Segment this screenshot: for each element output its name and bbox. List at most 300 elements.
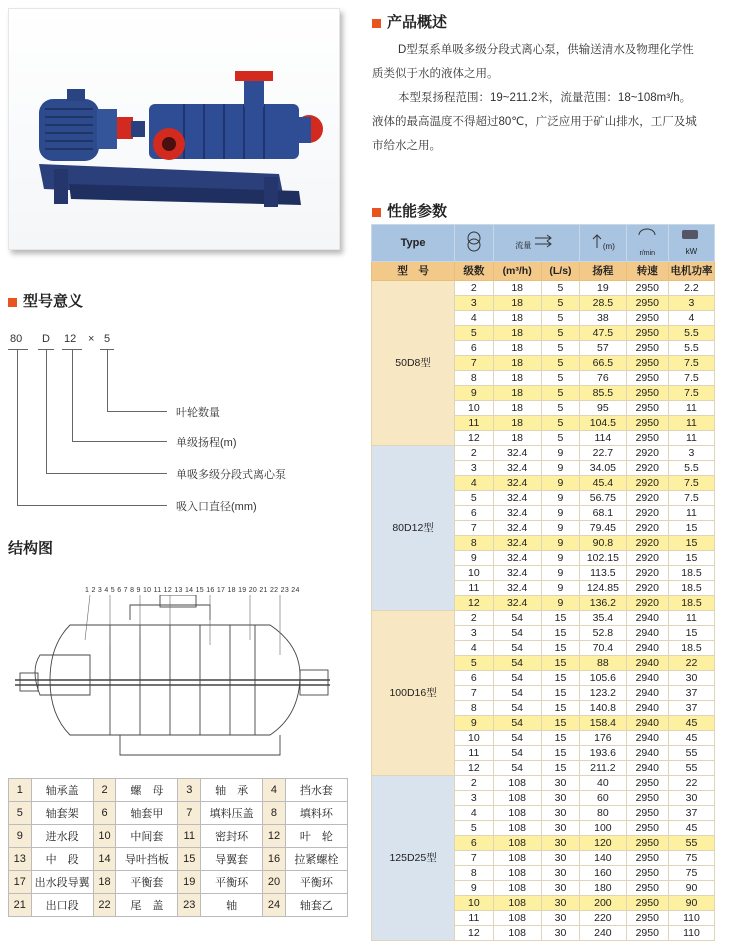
performance-cell: 12 <box>455 596 493 611</box>
performance-cell: 18 <box>493 401 541 416</box>
performance-cell: 18 <box>493 326 541 341</box>
performance-cell: 2920 <box>626 581 668 596</box>
model-meaning-title <box>8 290 83 311</box>
parts-row <box>9 802 348 825</box>
performance-cell: 9 <box>455 551 493 566</box>
performance-cell: 2940 <box>626 611 668 626</box>
performance-table <box>371 224 715 941</box>
col-power: 电机功率 <box>668 262 714 281</box>
part-name: 导叶挡板 <box>116 848 178 871</box>
performance-cell: 8 <box>455 371 493 386</box>
part-number: 1 <box>9 779 32 802</box>
performance-cell: 8 <box>455 536 493 551</box>
performance-cell: 19 <box>580 281 626 296</box>
performance-cell: 57 <box>580 341 626 356</box>
performance-cell: 2950 <box>626 371 668 386</box>
performance-cell: 3 <box>668 446 714 461</box>
performance-cell: 123.2 <box>580 686 626 701</box>
part-number: 2 <box>93 779 116 802</box>
performance-cell: 75 <box>668 851 714 866</box>
performance-cell: 7 <box>455 686 493 701</box>
performance-cell: 15 <box>668 521 714 536</box>
performance-cell: 2950 <box>626 311 668 326</box>
performance-cell: 79.45 <box>580 521 626 536</box>
performance-cell: 2950 <box>626 836 668 851</box>
performance-cell: 18 <box>493 341 541 356</box>
performance-cell: 10 <box>455 896 493 911</box>
performance-cell: 66.5 <box>580 356 626 371</box>
performance-cell: 11 <box>455 746 493 761</box>
performance-cell: 54 <box>493 641 541 656</box>
performance-cell: 18 <box>493 416 541 431</box>
performance-cell: 5 <box>541 311 579 326</box>
performance-cell: 2940 <box>626 716 668 731</box>
performance-cell: 3 <box>455 296 493 311</box>
overview-line: 本型泵扬程范围：19~211.2米，流量范围：18~108m³/h。 <box>398 92 692 104</box>
performance-cell: 6 <box>455 671 493 686</box>
part-name: 导翼套 <box>201 848 263 871</box>
flow-header-text: 流量 <box>515 240 532 250</box>
performance-cell: 2 <box>455 611 493 626</box>
part-number: 15 <box>178 848 201 871</box>
performance-cell: 176 <box>580 731 626 746</box>
performance-cell: 5 <box>541 296 579 311</box>
performance-cell: 5.5 <box>668 461 714 476</box>
icon-header-row <box>372 225 715 262</box>
part-number: 18 <box>93 871 116 894</box>
power-header-text: kW <box>685 246 698 256</box>
performance-cell: 34.05 <box>580 461 626 476</box>
performance-cell: 2950 <box>626 341 668 356</box>
performance-cell: 5 <box>455 821 493 836</box>
performance-cell: 54 <box>493 761 541 776</box>
part-name: 轴承盖 <box>31 779 93 802</box>
code-5: 5 <box>104 333 111 345</box>
performance-cell: 30 <box>668 671 714 686</box>
performance-cell: 108 <box>493 896 541 911</box>
performance-cell: 9 <box>541 596 579 611</box>
performance-cell: 2940 <box>626 656 668 671</box>
performance-cell: 32.4 <box>493 506 541 521</box>
performance-cell: 8 <box>455 701 493 716</box>
performance-cell: 18.5 <box>668 566 714 581</box>
performance-cell: 54 <box>493 671 541 686</box>
performance-cell: 18 <box>493 311 541 326</box>
power-header <box>668 225 714 262</box>
label-impeller-count: 叶轮数量 <box>176 407 220 419</box>
performance-row <box>372 611 715 626</box>
part-number: 5 <box>9 802 32 825</box>
performance-cell: 108 <box>493 881 541 896</box>
performance-cell: 15 <box>541 611 579 626</box>
part-name: 填料环 <box>285 802 347 825</box>
performance-cell: 30 <box>541 866 579 881</box>
performance-cell: 32.4 <box>493 446 541 461</box>
performance-cell: 108 <box>493 821 541 836</box>
performance-cell: 5.5 <box>668 341 714 356</box>
model-cell: 80D12型 <box>372 446 455 611</box>
performance-cell: 54 <box>493 611 541 626</box>
performance-cell: 35.4 <box>580 611 626 626</box>
performance-cell: 9 <box>541 536 579 551</box>
performance-cell: 32.4 <box>493 566 541 581</box>
flow-icon <box>533 234 557 248</box>
performance-cell: 4 <box>455 806 493 821</box>
overview-line: D型泵系单吸多级分段式离心泵，供输送清水及物理化学性 <box>398 44 694 56</box>
performance-cell: 2940 <box>626 746 668 761</box>
overview-line: 液体的最高温度不得超过80℃，广泛应用于矿山排水，工厂及城 <box>372 116 697 128</box>
performance-cell: 3 <box>455 791 493 806</box>
performance-cell: 85.5 <box>580 386 626 401</box>
performance-cell: 54 <box>493 731 541 746</box>
performance-cell: 54 <box>493 626 541 641</box>
performance-cell: 2950 <box>626 356 668 371</box>
performance-cell: 2 <box>455 446 493 461</box>
performance-cell: 7 <box>455 851 493 866</box>
performance-cell: 2920 <box>626 536 668 551</box>
performance-cell: 18 <box>493 371 541 386</box>
part-number: 10 <box>93 825 116 848</box>
performance-cell: 200 <box>580 896 626 911</box>
pump-illustration <box>9 9 339 249</box>
overview-text <box>372 38 722 158</box>
performance-cell: 37 <box>668 806 714 821</box>
performance-cell: 22 <box>668 776 714 791</box>
performance-cell: 30 <box>541 911 579 926</box>
performance-cell: 32.4 <box>493 476 541 491</box>
performance-cell: 15 <box>541 731 579 746</box>
performance-cell: 9 <box>541 506 579 521</box>
performance-cell: 124.85 <box>580 581 626 596</box>
performance-cell: 15 <box>541 686 579 701</box>
part-name: 密封环 <box>201 825 263 848</box>
performance-cell: 2950 <box>626 281 668 296</box>
performance-cell: 55 <box>668 746 714 761</box>
performance-cell: 2920 <box>626 491 668 506</box>
part-number: 3 <box>178 779 201 802</box>
performance-cell: 32.4 <box>493 581 541 596</box>
performance-cell: 52.8 <box>580 626 626 641</box>
performance-cell: 32.4 <box>493 551 541 566</box>
performance-cell: 2940 <box>626 701 668 716</box>
performance-cell: 113.5 <box>580 566 626 581</box>
model-cell: 50D8型 <box>372 281 455 446</box>
performance-cell: 9 <box>455 716 493 731</box>
performance-cell: 9 <box>541 566 579 581</box>
part-name: 进水段 <box>31 825 93 848</box>
performance-cell: 108 <box>493 926 541 941</box>
performance-cell: 2940 <box>626 761 668 776</box>
performance-cell: 30 <box>541 776 579 791</box>
performance-cell: 5 <box>541 386 579 401</box>
performance-cell: 211.2 <box>580 761 626 776</box>
performance-cell: 22 <box>668 656 714 671</box>
performance-cell: 160 <box>580 866 626 881</box>
performance-cell: 7.5 <box>668 386 714 401</box>
performance-cell: 18 <box>493 356 541 371</box>
performance-cell: 18.5 <box>668 596 714 611</box>
performance-cell: 2950 <box>626 416 668 431</box>
part-name: 填料压盖 <box>201 802 263 825</box>
performance-cell: 76 <box>580 371 626 386</box>
performance-cell: 15 <box>668 551 714 566</box>
part-number: 19 <box>178 871 201 894</box>
part-number: 8 <box>263 802 286 825</box>
model-cell: 125D25型 <box>372 776 455 941</box>
type-header: Type <box>372 225 455 262</box>
performance-cell: 5 <box>455 326 493 341</box>
performance-cell: 2950 <box>626 401 668 416</box>
performance-cell: 55 <box>668 836 714 851</box>
performance-cell: 2950 <box>626 776 668 791</box>
performance-cell: 37 <box>668 686 714 701</box>
performance-title-text: 性能参数 <box>387 203 448 220</box>
performance-cell: 110 <box>668 926 714 941</box>
performance-cell: 2950 <box>626 866 668 881</box>
performance-cell: 15 <box>668 536 714 551</box>
pump-photo <box>8 8 340 250</box>
performance-cell: 60 <box>580 791 626 806</box>
performance-cell: 68.1 <box>580 506 626 521</box>
performance-cell: 45.4 <box>580 476 626 491</box>
performance-cell: 2920 <box>626 521 668 536</box>
performance-cell: 240 <box>580 926 626 941</box>
performance-cell: 2940 <box>626 731 668 746</box>
performance-cell: 2950 <box>626 431 668 446</box>
performance-cell: 15 <box>541 761 579 776</box>
part-number: 16 <box>263 848 286 871</box>
performance-cell: 9 <box>455 386 493 401</box>
performance-cell: 15 <box>541 626 579 641</box>
performance-cell: 10 <box>455 401 493 416</box>
performance-cell: 2 <box>455 281 493 296</box>
performance-cell: 2950 <box>626 386 668 401</box>
performance-cell: 108 <box>493 791 541 806</box>
performance-cell: 32.4 <box>493 596 541 611</box>
performance-cell: 30 <box>541 926 579 941</box>
performance-cell: 7.5 <box>668 476 714 491</box>
performance-cell: 15 <box>541 716 579 731</box>
part-number: 21 <box>9 894 32 917</box>
part-name: 轴套架 <box>31 802 93 825</box>
performance-cell: 9 <box>541 521 579 536</box>
overview-line: 市给水之用。 <box>372 140 441 152</box>
performance-cell: 7.5 <box>668 491 714 506</box>
performance-cell: 47.5 <box>580 326 626 341</box>
performance-cell: 12 <box>455 926 493 941</box>
performance-cell: 5 <box>541 356 579 371</box>
structure-title: 结构图 <box>8 540 54 557</box>
part-number: 6 <box>93 802 116 825</box>
part-number: 12 <box>263 825 286 848</box>
performance-cell: 32.4 <box>493 521 541 536</box>
performance-cell: 32.4 <box>493 461 541 476</box>
performance-cell: 75 <box>668 866 714 881</box>
performance-cell: 30 <box>541 881 579 896</box>
code-12: 12 <box>64 333 77 345</box>
part-number: 4 <box>263 779 286 802</box>
column-header-row <box>372 262 715 281</box>
performance-cell: 3 <box>455 626 493 641</box>
part-number: 14 <box>93 848 116 871</box>
part-number: 24 <box>263 894 286 917</box>
performance-cell: 108 <box>493 806 541 821</box>
part-number: 13 <box>9 848 32 871</box>
performance-cell: 7.5 <box>668 356 714 371</box>
label-inlet-diameter: 吸入口直径(mm) <box>176 501 257 513</box>
performance-cell: 70.4 <box>580 641 626 656</box>
performance-cell: 4 <box>455 311 493 326</box>
performance-cell: 40 <box>580 776 626 791</box>
part-name: 出水段导翼 <box>31 871 93 894</box>
performance-cell: 105.6 <box>580 671 626 686</box>
parts-row <box>9 779 348 802</box>
performance-cell: 54 <box>493 746 541 761</box>
performance-cell: 18.5 <box>668 581 714 596</box>
performance-cell: 2950 <box>626 896 668 911</box>
performance-cell: 7 <box>455 356 493 371</box>
performance-cell: 30 <box>541 851 579 866</box>
part-name: 拉紧螺栓 <box>285 848 347 871</box>
code-80: 80 <box>10 333 23 345</box>
performance-cell: 5 <box>541 401 579 416</box>
performance-cell: 88 <box>580 656 626 671</box>
performance-cell: 9 <box>455 881 493 896</box>
performance-cell: 18.5 <box>668 641 714 656</box>
performance-cell: 4 <box>455 641 493 656</box>
performance-cell: 9 <box>541 581 579 596</box>
performance-cell: 5 <box>455 491 493 506</box>
flow-header <box>493 225 580 262</box>
part-number: 22 <box>93 894 116 917</box>
performance-cell: 11 <box>668 611 714 626</box>
performance-cell: 30 <box>541 791 579 806</box>
performance-cell: 56.75 <box>580 491 626 506</box>
performance-cell: 2920 <box>626 551 668 566</box>
part-name: 尾 盖 <box>116 894 178 917</box>
performance-cell: 108 <box>493 836 541 851</box>
performance-cell: 136.2 <box>580 596 626 611</box>
performance-cell: 7 <box>455 521 493 536</box>
performance-cell: 104.5 <box>580 416 626 431</box>
performance-cell: 8 <box>455 866 493 881</box>
part-name: 平衡环 <box>285 871 347 894</box>
performance-cell: 32.4 <box>493 536 541 551</box>
part-name: 挡水套 <box>285 779 347 802</box>
performance-cell: 28.5 <box>580 296 626 311</box>
col-head: 扬程 <box>580 262 626 281</box>
performance-cell: 5 <box>541 371 579 386</box>
performance-cell: 5 <box>541 431 579 446</box>
performance-cell: 2950 <box>626 881 668 896</box>
part-number: 9 <box>9 825 32 848</box>
performance-cell: 45 <box>668 716 714 731</box>
performance-cell: 9 <box>541 551 579 566</box>
performance-cell: 180 <box>580 881 626 896</box>
performance-cell: 38 <box>580 311 626 326</box>
performance-cell: 18 <box>493 296 541 311</box>
performance-cell: 108 <box>493 851 541 866</box>
performance-cell: 54 <box>493 716 541 731</box>
section-square-icon <box>372 208 381 217</box>
performance-cell: 30 <box>541 806 579 821</box>
performance-cell: 55 <box>668 761 714 776</box>
structure-diagram <box>10 595 340 765</box>
performance-cell: 108 <box>493 866 541 881</box>
part-number: 11 <box>178 825 201 848</box>
rotation-icon <box>635 225 659 241</box>
performance-cell: 3 <box>455 461 493 476</box>
performance-cell: 5 <box>455 656 493 671</box>
head-icon <box>591 233 603 249</box>
label-single-stage-head: 单级扬程(m) <box>176 437 237 449</box>
performance-cell: 2940 <box>626 686 668 701</box>
performance-cell: 30 <box>541 896 579 911</box>
part-number: 20 <box>263 871 286 894</box>
performance-cell: 54 <box>493 686 541 701</box>
performance-cell: 45 <box>668 731 714 746</box>
performance-cell: 15 <box>541 671 579 686</box>
performance-cell: 193.6 <box>580 746 626 761</box>
performance-cell: 2950 <box>626 926 668 941</box>
parts-row <box>9 894 348 917</box>
performance-cell: 18 <box>493 386 541 401</box>
col-stages: 级数 <box>455 262 493 281</box>
performance-cell: 158.4 <box>580 716 626 731</box>
model-meaning-title-text: 型号意义 <box>23 293 84 310</box>
performance-cell: 80 <box>580 806 626 821</box>
performance-cell: 11 <box>668 431 714 446</box>
performance-cell: 11 <box>455 581 493 596</box>
performance-cell: 5 <box>541 326 579 341</box>
performance-cell: 5 <box>541 416 579 431</box>
part-number: 7 <box>178 802 201 825</box>
label-pump-type: 单吸多级分段式离心泵 <box>176 469 286 481</box>
performance-cell: 30 <box>541 836 579 851</box>
col-model: 型 号 <box>372 262 455 281</box>
performance-cell: 30 <box>541 821 579 836</box>
part-name: 轴 <box>201 894 263 917</box>
performance-cell: 140 <box>580 851 626 866</box>
model-cell: 100D16型 <box>372 611 455 776</box>
performance-cell: 2920 <box>626 476 668 491</box>
performance-cell: 12 <box>455 431 493 446</box>
performance-cell: 4 <box>668 311 714 326</box>
performance-cell: 108 <box>493 776 541 791</box>
parts-table <box>8 778 348 917</box>
part-name: 中 段 <box>31 848 93 871</box>
performance-cell: 5 <box>541 341 579 356</box>
performance-cell: 2 <box>455 776 493 791</box>
performance-cell: 6 <box>455 341 493 356</box>
performance-row <box>372 776 715 791</box>
performance-cell: 11 <box>455 911 493 926</box>
parts-row <box>9 871 348 894</box>
head-header <box>580 225 626 262</box>
part-name: 中间套 <box>116 825 178 848</box>
overview-title-text: 产品概述 <box>387 14 448 31</box>
performance-cell: 9 <box>541 461 579 476</box>
performance-title <box>372 200 447 221</box>
performance-cell: 2950 <box>626 326 668 341</box>
performance-cell: 32.4 <box>493 491 541 506</box>
performance-cell: 18 <box>493 431 541 446</box>
performance-cell: 2940 <box>626 671 668 686</box>
performance-cell: 90 <box>668 896 714 911</box>
performance-cell: 45 <box>668 821 714 836</box>
part-name: 出口段 <box>31 894 93 917</box>
performance-cell: 15 <box>541 656 579 671</box>
